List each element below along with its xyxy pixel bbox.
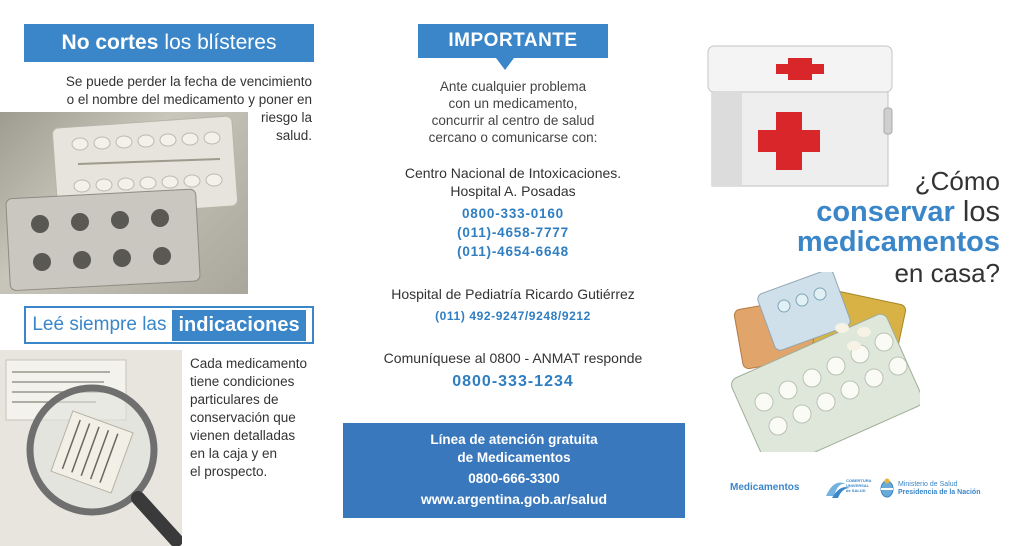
center-name: Comuníquese al 0800 - ANMAT responde	[383, 350, 643, 366]
indications-line: Cada medicamento	[190, 356, 308, 371]
warning-line: salud.	[275, 128, 312, 143]
phone-number[interactable]: 0800-333-1234	[452, 373, 574, 390]
intro-text	[400, 78, 626, 146]
indications-line: particulares de	[190, 392, 279, 407]
pediatric-hospital	[360, 285, 666, 323]
phone-number[interactable]: (011) 492-9247/9248/9212	[435, 309, 591, 323]
helpline-website[interactable]: www.argentina.gob.ar/salud	[420, 491, 608, 507]
intoxication-center	[360, 164, 666, 261]
helpline-phone[interactable]: 0800-666-3300	[468, 471, 560, 486]
helpline-line: Línea de atención gratuita	[430, 432, 598, 447]
logo-ministerio	[880, 478, 980, 502]
indications-line: tiene condiciones	[190, 374, 295, 389]
intro-line: concurrir al centro de salud	[431, 113, 595, 128]
banner-importante: IMPORTANTE	[418, 24, 608, 58]
blister-pack-icon	[724, 272, 920, 452]
title-line-3: medicamentos	[796, 226, 1000, 258]
banner-bold: indicaciones	[172, 310, 305, 341]
indications-line: vienen detalladas	[190, 428, 296, 443]
center-name: Centro Nacional de Intoxicaciones.	[404, 165, 622, 181]
magnifier-photo	[0, 350, 182, 546]
title-rest: los	[962, 196, 1000, 228]
phone-number[interactable]: 0800-333-0160	[462, 206, 564, 221]
title-line-2	[690, 196, 1000, 229]
warning-line: Se puede perder la fecha de vencimiento	[65, 74, 312, 89]
cobertura-line: UNIVERSAL	[846, 483, 870, 488]
logo-cobertura	[824, 476, 872, 500]
center-name: Hospital de Pediatría Ricardo Gutiérrez	[391, 286, 635, 302]
intro-line: Ante cualquier problema	[439, 79, 587, 94]
phone-number[interactable]: (011)-4658-7777	[457, 225, 569, 240]
ministerio-line: Presidencia de la Nación	[898, 489, 981, 496]
indications-line: el prospecto.	[190, 464, 268, 479]
banner-plain: Leé siempre las	[32, 314, 167, 335]
banner-bold: No cortes	[61, 31, 159, 54]
banner-rest: los blísteres	[164, 31, 277, 54]
intro-line: cercano o comunicarse con:	[428, 130, 598, 145]
title-line-4: en casa?	[894, 258, 1000, 288]
title-line-1: ¿Cómo	[914, 166, 1000, 196]
indications-text	[190, 355, 320, 481]
banner-indicaciones	[24, 306, 314, 344]
banner-pointer	[496, 58, 514, 70]
phone-number[interactable]: (011)-4654-6648	[457, 244, 569, 259]
blister-pack-icon	[0, 112, 248, 294]
intro-line: con un medicamento,	[448, 96, 578, 111]
indications-line: conservación que	[190, 410, 296, 425]
warning-line: o el nombre del medicamento y poner en	[66, 92, 312, 107]
magnifier-icon	[0, 350, 182, 546]
anmat-center	[360, 349, 666, 391]
argentina-shield-icon	[880, 478, 894, 498]
helpline-line: de Medicamentos	[457, 450, 571, 465]
banner-no-cortes	[24, 24, 314, 62]
warning-line: riesgo la	[260, 110, 312, 125]
cobertura-line: de SALUD	[846, 488, 866, 493]
blister-photo	[0, 112, 248, 294]
cobertura-line: COBERTURA	[846, 478, 872, 483]
indications-line: en la caja y en	[190, 446, 278, 461]
center-name: Hospital A. Posadas	[450, 183, 576, 199]
pills-photo	[724, 272, 920, 452]
title-bold: conservar	[816, 196, 955, 228]
helpline-box	[343, 423, 685, 518]
logo-medicamentos: Medicamentos	[730, 482, 800, 493]
ministerio-line: Ministerio de Salud	[898, 481, 958, 488]
